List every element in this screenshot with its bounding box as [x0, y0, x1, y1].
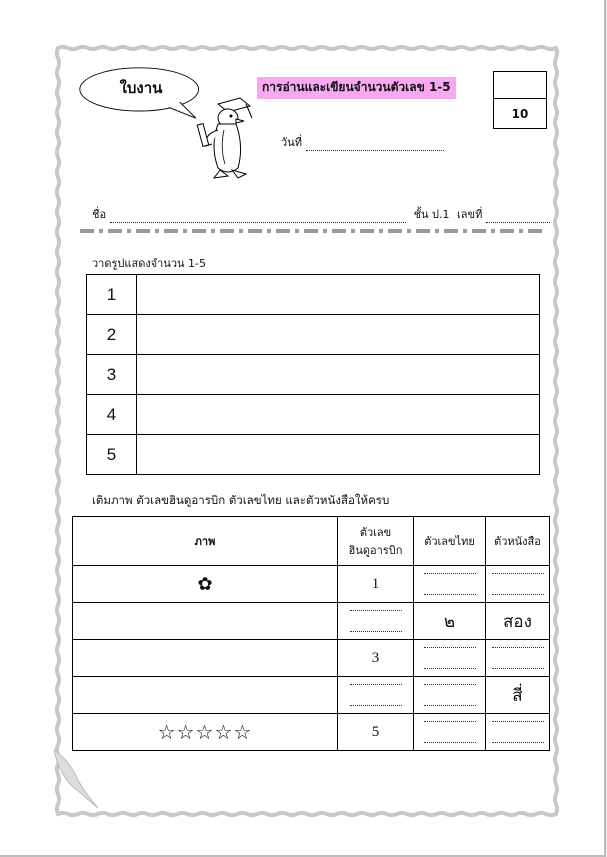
arabic-numeral: 1: [371, 575, 380, 592]
drawing-area[interactable]: [137, 435, 540, 475]
arabic-cell: [338, 640, 414, 677]
flower-icon: ✿: [197, 573, 213, 595]
drawing-area[interactable]: [137, 355, 540, 395]
header-arabic-line2: ฮินดูอารบิก: [348, 544, 403, 557]
drawing-row-number: 2: [87, 315, 137, 355]
drawing-area[interactable]: [137, 275, 540, 315]
score-total: 10: [511, 107, 529, 121]
table-header-row: [73, 517, 550, 566]
fill-row: [73, 640, 550, 677]
arabic-blank[interactable]: [350, 684, 402, 706]
arabic-cell: [338, 677, 414, 714]
thai-numeral: ๒: [443, 611, 456, 632]
drawing-table: [86, 274, 540, 475]
number-word: สี่: [512, 685, 523, 706]
number-blank[interactable]: [486, 222, 550, 223]
thai-blank[interactable]: [424, 721, 476, 743]
header-arabic-line1: ตัวเลข: [359, 526, 392, 539]
arabic-cell: [338, 714, 414, 751]
fill-row: [73, 677, 550, 714]
thai-cell: [414, 640, 486, 677]
thai-cell: [414, 603, 486, 640]
picture-blank[interactable]: [73, 640, 338, 677]
arabic-cell: [338, 566, 414, 603]
section2-instruction: เติมภาพ ตัวเลขฮินดูอารบิก ตัวเลขไทย และตัวหนังสือให้ครบ: [92, 493, 390, 507]
drawing-row: [87, 275, 540, 315]
picture-cell: [73, 566, 338, 603]
arabic-numeral: 3: [371, 649, 380, 666]
star-outline-icon: ☆☆☆☆☆: [157, 720, 253, 744]
score-box: [493, 71, 547, 129]
fill-row: [73, 714, 550, 751]
date-label: วันที่: [281, 136, 302, 149]
arabic-blank[interactable]: [350, 610, 402, 632]
word-blank[interactable]: [492, 573, 544, 595]
word-cell: [486, 603, 550, 640]
student-info-line: [92, 205, 550, 223]
drawing-row: [87, 395, 540, 435]
thai-blank[interactable]: [424, 684, 476, 706]
dash-divider: [80, 228, 546, 234]
header-arabic: [338, 517, 414, 566]
date-line: [281, 133, 444, 151]
penguin-graduate-icon: [180, 94, 260, 184]
drawing-row-number: 4: [87, 395, 137, 435]
drawing-row: [87, 355, 540, 395]
fill-row: [73, 603, 550, 640]
worksheet-label: ใบงาน: [119, 79, 163, 97]
drawing-area[interactable]: [137, 315, 540, 355]
header-picture: ภาพ: [73, 517, 338, 566]
date-blank[interactable]: [306, 150, 444, 151]
word-cell: [486, 677, 550, 714]
name-label: ชื่อ: [92, 208, 107, 221]
word-cell: [486, 714, 550, 751]
drawing-area[interactable]: [137, 395, 540, 435]
grade-label: ชั้น ป.1: [413, 208, 450, 221]
header-word: ตัวหนังสือ: [486, 517, 550, 566]
section1-instruction: วาดรูปแสดงจำนวน 1-5: [92, 257, 207, 270]
drawing-row-number: 5: [87, 435, 137, 475]
word-blank[interactable]: [492, 721, 544, 743]
fill-row: [73, 566, 550, 603]
word-cell: [486, 566, 550, 603]
arabic-numeral: 5: [371, 723, 380, 740]
thai-cell: [414, 677, 486, 714]
word-cell: [486, 640, 550, 677]
header-thai: ตัวเลขไทย: [414, 517, 486, 566]
picture-blank[interactable]: [73, 677, 338, 714]
worksheet-title: การอ่านและเขียนจำนวนตัวเลข 1-5: [257, 77, 456, 99]
drawing-row-number: 3: [87, 355, 137, 395]
thai-cell: [414, 566, 486, 603]
thai-cell: [414, 714, 486, 751]
picture-cell: [73, 714, 338, 751]
number-fill-table: [72, 516, 550, 751]
arabic-cell: [338, 603, 414, 640]
drawing-row: [87, 435, 540, 475]
name-blank[interactable]: [110, 222, 406, 223]
drawing-row-number: 1: [87, 275, 137, 315]
number-word: สอง: [503, 611, 532, 632]
number-label: เลขที่: [457, 208, 483, 221]
thai-blank[interactable]: [424, 573, 476, 595]
drawing-row: [87, 315, 540, 355]
thai-blank[interactable]: [424, 647, 476, 669]
word-blank[interactable]: [492, 647, 544, 669]
picture-blank[interactable]: [73, 603, 338, 640]
score-earned-cell[interactable]: [494, 72, 546, 99]
